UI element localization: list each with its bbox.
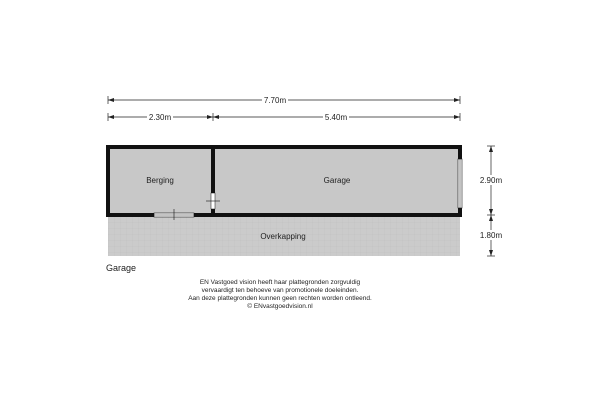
dimension-berging-width-label: 2.30m <box>148 113 172 122</box>
dimension-garage-width-label: 5.40m <box>324 113 348 122</box>
disclaimer <box>130 279 430 311</box>
disclaimer-line: EN Vastgoed vision heeft haar plattegronden zorgvuldig <box>199 279 361 286</box>
dimension-sub-widths <box>108 112 460 122</box>
room-label-berging: Berging <box>146 176 174 185</box>
floor-plan-caption: Garage <box>106 263 137 273</box>
dimension-garage-depth-label: 2.90m <box>479 176 503 185</box>
disclaimer-line: vervaardigt ten behoeve van promotionele doeleinden. <box>201 287 359 294</box>
room-label-garage: Garage <box>323 176 351 185</box>
disclaimer-line: © ENvastgoedvision.nl <box>247 303 313 310</box>
dimension-total-width <box>108 95 460 105</box>
dimension-overkapping-depth-label: 1.80m <box>479 231 503 240</box>
garage-door <box>458 159 462 208</box>
dimension-total-width-label: 7.70m <box>263 96 287 105</box>
disclaimer-line: Aan deze plattegronden kunnen geen rechten worden ontleend. <box>188 295 372 302</box>
dimension-vertical <box>476 146 506 256</box>
room-label-overkapping: Overkapping <box>260 232 306 241</box>
